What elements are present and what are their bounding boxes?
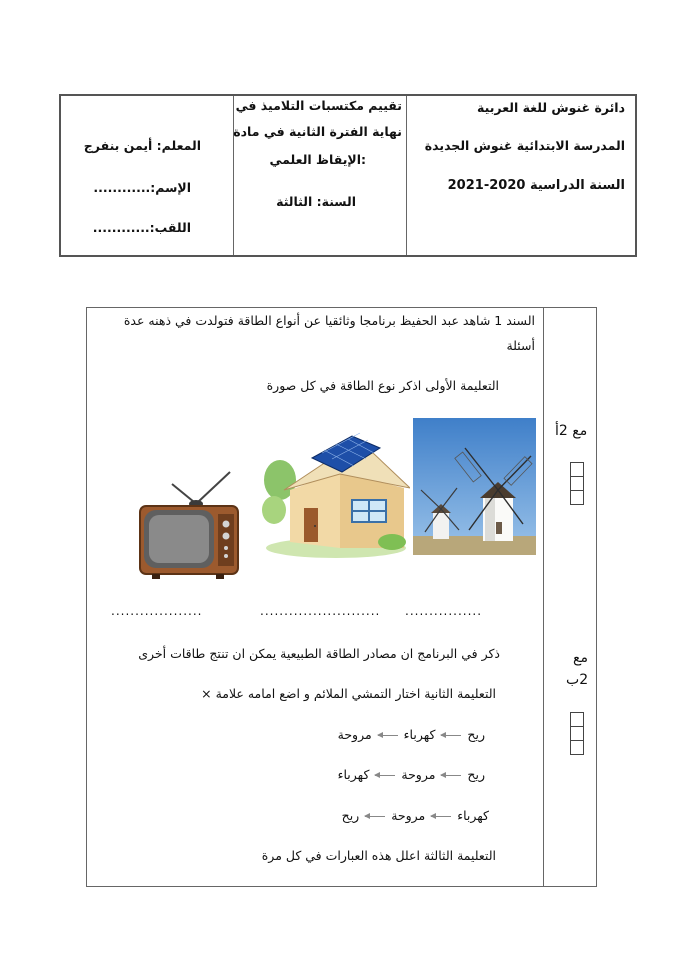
school-year: السنة الدراسية 2020-2021 [447,178,625,193]
student-surname-field: اللقب:............ [92,220,191,235]
exam-title-line1: تقييم مكتسبات التلاميذ في [235,98,402,113]
instruction-3: التعليمة الثالثة اعلل هذه العبارات في كل مرة [261,848,496,863]
criterion-1-label: مع 2أ [555,423,588,439]
score-box[interactable] [570,490,584,505]
energy-chain-3[interactable] [342,808,489,823]
arrow-left-icon [375,775,395,776]
criterion-2-label-line1: مع [573,650,588,666]
teacher-name: المعلم: أيمن بنفرج [83,138,201,153]
exam-title-cell [234,96,406,255]
chain-item: مروحة [401,767,436,782]
chain-item: مروحة [391,808,426,823]
solar-house-illustration [262,430,410,560]
sanad-text-line2: أسئلة [506,338,535,353]
score-box[interactable] [570,712,584,727]
television-illustration [136,470,240,580]
criterion-2-label-line2: 2ب [566,672,589,688]
student-name-field: الإسم:............ [93,180,191,195]
arrow-left-icon [378,735,398,736]
answer-blank-tv[interactable]: ................... [111,604,203,618]
criteria-column-divider [543,308,544,886]
exam-title-line3: :الإيقاظ العلمي [269,152,366,167]
answer-blank-windmill[interactable]: ................ [405,604,483,618]
chain-item: كهرباء [403,727,436,742]
arrow-left-icon [441,735,461,736]
arrow-left-icon [431,816,451,817]
grade-level: السنة: الثالثة [276,194,356,209]
student-info-cell [61,96,233,255]
windmills-photo [413,418,536,555]
criterion-1-score-boxes [570,463,584,505]
chain-item: ريح [467,727,485,742]
district-name: دائرة غنوش للغة العربية [477,100,625,115]
energy-chain-2[interactable] [338,767,485,782]
header-table [59,94,637,257]
score-box[interactable] [570,476,584,491]
chain-item: ريح [467,767,485,782]
arrow-left-icon [365,816,385,817]
chain-item: مروحة [337,727,372,742]
arrow-left-icon [441,775,461,776]
energy-chain-1[interactable] [338,727,485,742]
instruction-2: التعليمة الثانية اختار التمشي الملائم و اضع امامه علامة × [201,686,496,701]
exam-title-line2: نهاية الفترة الثانية في مادة [233,124,402,139]
sanad-text-line1: السند 1 شاهد عبد الحفيظ برنامجا وثائقيا عن أنواع الطاقة فتولدت في ذهنه عدة [123,313,535,328]
chain-item: ريح [341,808,360,823]
score-box[interactable] [570,740,584,755]
exercise-box [86,307,597,887]
school-name: المدرسة الابتدائية غنوش الجديدة [424,138,625,153]
score-box[interactable] [570,462,584,477]
school-info-cell [407,96,635,255]
context-2: ذكر في البرنامج ان مصادر الطاقة الطبيعية يمكن ان تنتج طاقات أخرى [138,646,500,661]
score-box[interactable] [570,726,584,741]
chain-item: كهرباء [457,808,489,823]
chain-item: كهرباء [337,767,370,782]
criterion-2-score-boxes [570,713,584,755]
instruction-1: التعليمة الأولى اذكر نوع الطاقة في كل صورة [266,378,499,393]
answer-blank-house[interactable]: ......................... [260,604,381,618]
